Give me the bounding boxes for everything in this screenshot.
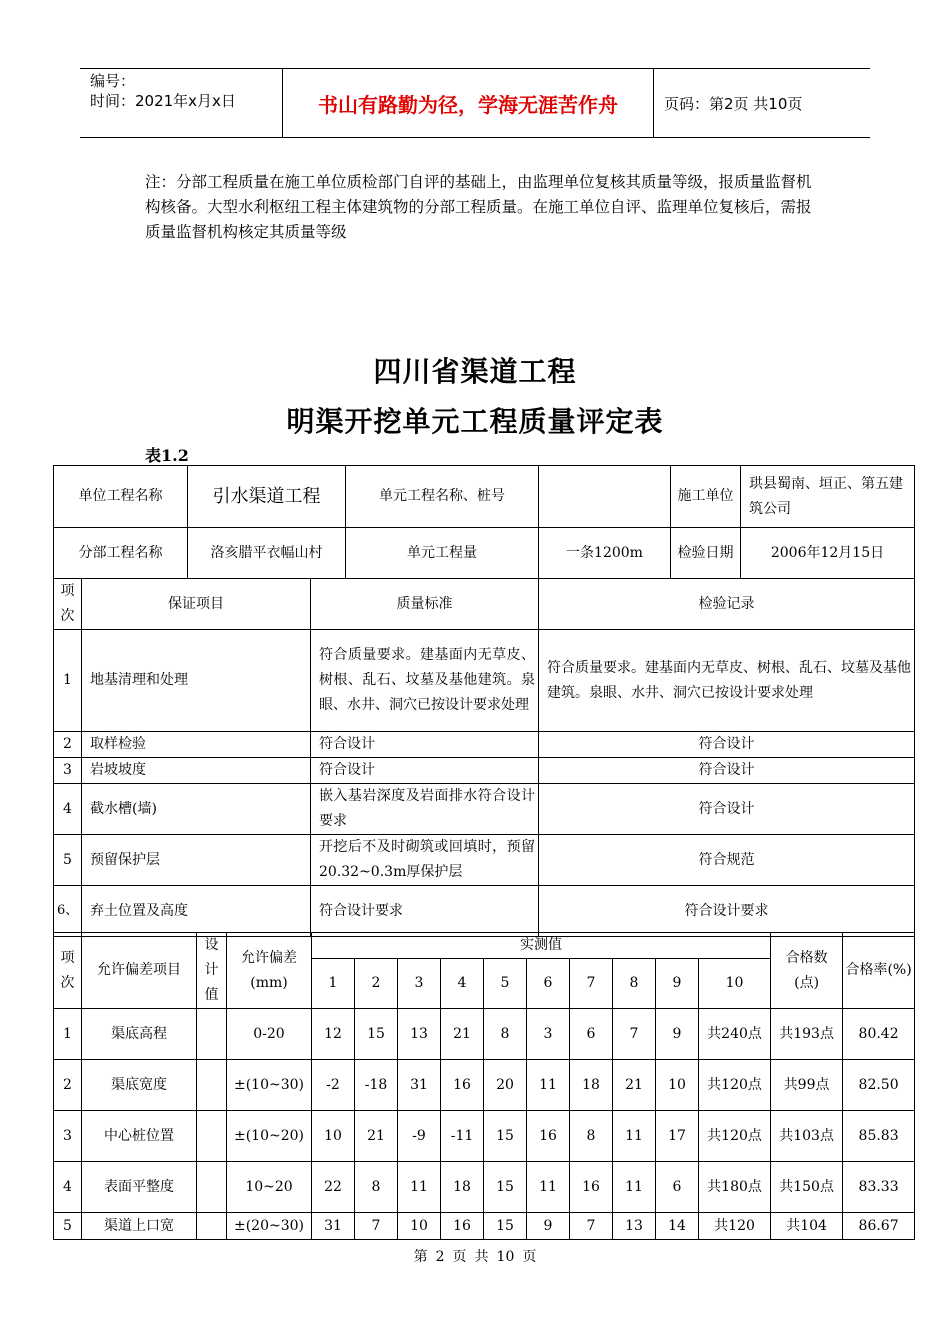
row-index: 4 <box>54 784 82 835</box>
table-row <box>54 835 915 886</box>
measured-value: 15 <box>484 1162 527 1213</box>
header-left <box>80 69 282 137</box>
measured-value: 8 <box>355 1162 398 1213</box>
row-standard: 符合质量要求。建基面内无草皮、树根、乱石、坟墓及基他建筑。泉眼、水井、洞穴已按设计要求处理 <box>311 630 539 732</box>
measured-value: 21 <box>355 1111 398 1162</box>
deviation-rows <box>54 1009 915 1240</box>
header-motto: 书山有路勤为径，学海无涯苦作舟 <box>282 69 654 137</box>
measured-value: 11 <box>527 1162 570 1213</box>
row-passed-count: 共150点 <box>771 1162 843 1213</box>
measure-col-header: 3 <box>398 959 441 1009</box>
row-pass-rate: 80.42 <box>843 1009 915 1060</box>
table-row <box>54 1213 915 1240</box>
inspection-date-label: 检验日期 <box>671 528 741 579</box>
row-item: 地基清理和处理 <box>82 630 311 732</box>
unit-project-value: 引水渠道工程 <box>188 466 346 528</box>
measured-value: 7 <box>613 1009 656 1060</box>
header-page-info: 页码：第2页 共10页 <box>664 94 803 113</box>
sub-project-label: 分部工程名称 <box>54 528 188 579</box>
footer-text: 共 <box>474 1249 489 1265</box>
measured-value: 17 <box>656 1111 699 1162</box>
element-project-value <box>539 466 671 528</box>
measured-value: 9 <box>527 1213 570 1240</box>
sub-project-value: 洛亥腊平衣幅山村 <box>188 528 346 579</box>
deviation-header-index: 项次 <box>54 933 82 1009</box>
page-footer <box>0 1246 950 1266</box>
deviation-header-item: 允许偏差项目 <box>82 933 197 1009</box>
measured-value: 13 <box>613 1213 656 1240</box>
measured-value: -2 <box>312 1060 355 1111</box>
page-header <box>80 68 870 138</box>
row-item: 预留保护层 <box>82 835 311 886</box>
row-allowed-deviation: 10~20 <box>227 1162 312 1213</box>
measured-value: 16 <box>441 1060 484 1111</box>
table-row <box>54 784 915 835</box>
row-index: 3 <box>54 1111 82 1162</box>
measured-value: 共240点 <box>699 1009 771 1060</box>
note-paragraph: 注：分部工程质量在施工单位质检部门自评的基础上，由监理单位复核其质量等级，报质量监督机构核备。大型水利枢纽工程主体建筑物的分部工程质量。在施工单位自评、监理单位复核后，需报质量监督机构核定其质量等级 <box>145 173 812 241</box>
number-label: 编号： <box>90 72 136 90</box>
row-standard: 嵌入基岩深度及岩面排水符合设计要求 <box>311 784 539 835</box>
guarantee-header-record: 检验记录 <box>539 579 915 630</box>
row-record: 符合设计 <box>539 758 915 784</box>
info-table <box>53 465 915 579</box>
measured-value: 16 <box>570 1162 613 1213</box>
inspection-date-value: 2006年12月15日 <box>741 528 915 579</box>
table-row <box>54 732 915 758</box>
quantity-value: 一条1200m <box>539 528 671 579</box>
row-standard: 符合设计 <box>311 758 539 784</box>
deviation-header-allowed: 允许偏差(mm) <box>227 933 312 1009</box>
row-item: 表面平整度 <box>82 1162 197 1213</box>
table-row <box>54 886 915 937</box>
table-row <box>54 630 915 732</box>
row-passed-count: 共103点 <box>771 1111 843 1162</box>
table-row <box>54 1111 915 1162</box>
contractor-value: 珙县蜀南、垣正、第五建筑公司 <box>741 466 915 528</box>
measured-value: 21 <box>441 1009 484 1060</box>
row-record: 符合规范 <box>539 835 915 886</box>
deviation-table <box>53 932 915 1240</box>
deviation-header-rate: 合格率(%) <box>843 933 915 1009</box>
measured-value: 13 <box>398 1009 441 1060</box>
row-index: 3 <box>54 758 82 784</box>
row-index: 2 <box>54 1060 82 1111</box>
measured-value: -18 <box>355 1060 398 1111</box>
measured-value: -9 <box>398 1111 441 1162</box>
measured-value: 21 <box>613 1060 656 1111</box>
row-index: 1 <box>54 1009 82 1060</box>
table-row <box>54 758 915 784</box>
measured-value: 31 <box>398 1060 441 1111</box>
row-standard: 符合设计 <box>311 732 539 758</box>
measured-value: 22 <box>312 1162 355 1213</box>
measured-value: 10 <box>312 1111 355 1162</box>
row-item: 弃土位置及高度 <box>82 886 311 937</box>
measured-value: 11 <box>398 1162 441 1213</box>
row-allowed-deviation: ±(10~30) <box>227 1060 312 1111</box>
measure-col-header: 4 <box>441 959 484 1009</box>
measured-value: 6 <box>570 1009 613 1060</box>
measured-value: 10 <box>656 1060 699 1111</box>
measured-value: 12 <box>312 1009 355 1060</box>
deviation-header-design: 设计值 <box>197 933 227 1009</box>
measured-value: 14 <box>656 1213 699 1240</box>
measured-value: 共120点 <box>699 1111 771 1162</box>
row-record: 符合设计 <box>539 732 915 758</box>
footer-text: 页 <box>522 1249 537 1265</box>
row-index: 6、 <box>54 886 82 937</box>
row-index: 1 <box>54 630 82 732</box>
footer-page-number: 2 <box>435 1249 445 1265</box>
unit-project-label: 单位工程名称 <box>54 466 188 528</box>
date-line: 时间：2021年x月x日 <box>90 92 236 110</box>
row-index: 5 <box>54 835 82 886</box>
measure-col-header: 2 <box>355 959 398 1009</box>
measured-value: 共120 <box>699 1213 771 1240</box>
measured-value: 16 <box>441 1213 484 1240</box>
measured-value: 20 <box>484 1060 527 1111</box>
footer-page-total: 10 <box>496 1249 515 1265</box>
row-passed-count: 共193点 <box>771 1009 843 1060</box>
measured-value: 7 <box>355 1213 398 1240</box>
footer-text: 第 <box>413 1249 428 1265</box>
measured-value: -11 <box>441 1111 484 1162</box>
row-standard: 开挖后不及时砌筑或回填时，预留20.32~0.3m厚保护层 <box>311 835 539 886</box>
row-item: 中心桩位置 <box>82 1111 197 1162</box>
deviation-header-passed: 合格数(点) <box>771 933 843 1009</box>
row-index: 4 <box>54 1162 82 1213</box>
document-title-line1: 四川省渠道工程 <box>373 355 577 388</box>
row-design-value <box>197 1009 227 1060</box>
measured-value: 3 <box>527 1009 570 1060</box>
row-pass-rate: 83.33 <box>843 1162 915 1213</box>
measured-value: 9 <box>656 1009 699 1060</box>
measured-value: 18 <box>570 1060 613 1111</box>
measured-value: 10 <box>398 1213 441 1240</box>
guarantee-table <box>53 578 915 937</box>
row-item: 渠道上口宽 <box>82 1213 197 1240</box>
guarantee-header-index: 项次 <box>54 579 82 630</box>
footer-text: 页 <box>452 1249 467 1265</box>
measured-value: 15 <box>355 1009 398 1060</box>
measured-value: 7 <box>570 1213 613 1240</box>
row-item: 渠底宽度 <box>82 1060 197 1111</box>
row-index: 5 <box>54 1213 82 1240</box>
measure-col-header: 5 <box>484 959 527 1009</box>
row-design-value <box>197 1162 227 1213</box>
row-index: 2 <box>54 732 82 758</box>
row-allowed-deviation: ±(10~20) <box>227 1111 312 1162</box>
row-item: 取样检验 <box>82 732 311 758</box>
row-design-value <box>197 1213 227 1240</box>
table-row <box>54 1162 915 1213</box>
row-design-value <box>197 1060 227 1111</box>
measured-value: 15 <box>484 1213 527 1240</box>
measure-col-header: 9 <box>656 959 699 1009</box>
row-item: 岩坡坡度 <box>82 758 311 784</box>
row-passed-count: 共104 <box>771 1213 843 1240</box>
measured-value: 11 <box>527 1060 570 1111</box>
table-label: 表1.2 <box>145 446 189 465</box>
measured-value: 16 <box>527 1111 570 1162</box>
element-project-label: 单元工程名称、桩号 <box>346 466 539 528</box>
row-pass-rate: 82.50 <box>843 1060 915 1111</box>
row-allowed-deviation: ±(20~30) <box>227 1213 312 1240</box>
row-item: 渠底高程 <box>82 1009 197 1060</box>
measured-value: 11 <box>613 1111 656 1162</box>
measured-value: 31 <box>312 1213 355 1240</box>
measure-col-header: 7 <box>570 959 613 1009</box>
row-record: 符合质量要求。建基面内无草皮、树根、乱石、坟墓及基他建筑。泉眼、水井、洞穴已按设计要求处理 <box>539 630 915 732</box>
measured-value: 8 <box>570 1111 613 1162</box>
quantity-label: 单元工程量 <box>346 528 539 579</box>
measure-col-header: 1 <box>312 959 355 1009</box>
guarantee-header-standard: 质量标准 <box>311 579 539 630</box>
row-allowed-deviation: 0-20 <box>227 1009 312 1060</box>
measured-value: 15 <box>484 1111 527 1162</box>
row-pass-rate: 85.83 <box>843 1111 915 1162</box>
measured-value: 共120点 <box>699 1060 771 1111</box>
row-record: 符合设计要求 <box>539 886 915 937</box>
table-row <box>54 1009 915 1060</box>
measure-col-header: 8 <box>613 959 656 1009</box>
row-item: 截水槽(墙) <box>82 784 311 835</box>
row-standard: 符合设计要求 <box>311 886 539 937</box>
measured-value: 6 <box>656 1162 699 1213</box>
measured-value: 共180点 <box>699 1162 771 1213</box>
row-record: 符合设计 <box>539 784 915 835</box>
contractor-label: 施工单位 <box>671 466 741 528</box>
row-design-value <box>197 1111 227 1162</box>
row-pass-rate: 86.67 <box>843 1213 915 1240</box>
measured-value: 8 <box>484 1009 527 1060</box>
measured-value: 11 <box>613 1162 656 1213</box>
deviation-header-measured: 实测值 <box>312 933 771 959</box>
table-row <box>54 1060 915 1111</box>
document-title-line2: 明渠开挖单元工程质量评定表 <box>286 405 664 438</box>
measured-value: 18 <box>441 1162 484 1213</box>
measure-col-header: 6 <box>527 959 570 1009</box>
row-passed-count: 共99点 <box>771 1060 843 1111</box>
guarantee-header-item: 保证项目 <box>82 579 311 630</box>
measure-col-header: 10 <box>699 959 771 1009</box>
